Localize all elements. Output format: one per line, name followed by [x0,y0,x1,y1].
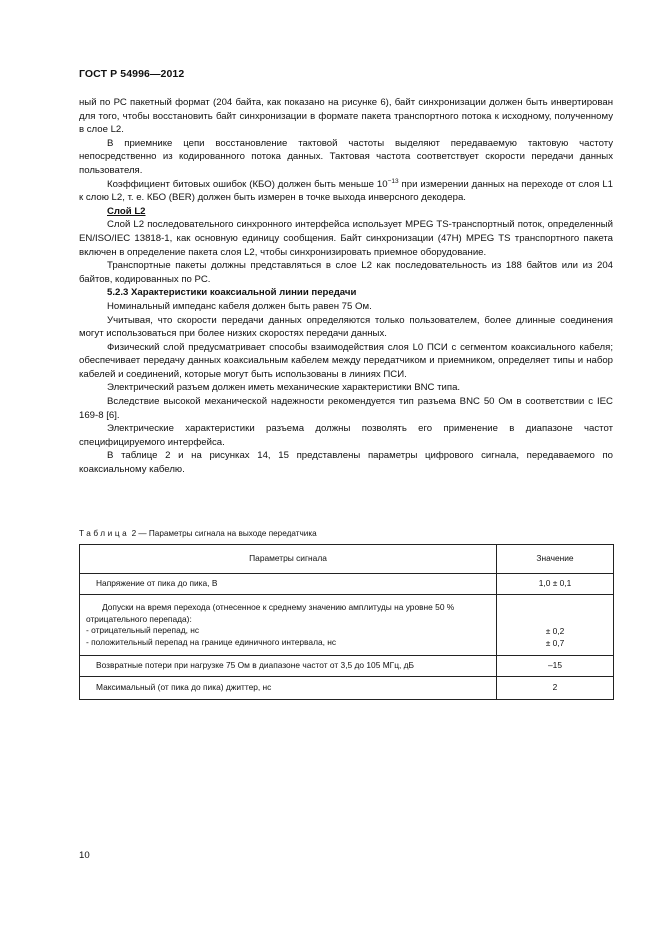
section-heading-5-2-3: 5.2.3 Характеристики коаксиальной линии передачи [107,287,357,299]
document-header: ГОСТ Р 54996—2012 [79,68,185,80]
param-cell: Возвратные потери при нагрузке 75 Ом в диапазоне частот от 3,5 до 105 МГц, дБ [80,656,497,677]
value-positive-edge: ± 0,7 [545,637,565,648]
value-cell: 2 [497,677,614,700]
paragraph-7: Учитывая, что скорости передачи данных определяются только пользователем, более длинные соединения могут использоваться при более низких скоростях передачи данных. [79,314,613,340]
paragraph-4: Слой L2 последовательного синхронного интерфейса использует MPEG TS-транспортный поток, определенный EN/ISO/IEC 13818-1, как основную единицу сообщения. Байт синхронизации (47H) MPEG TS транспортного пакета включен в определение пакета слоя L2, чтобы синхронизировать приемное оборудование. [79,219,613,258]
param-negative-edge: - отрицательный перепад, нс [86,625,200,635]
table-row [80,677,614,700]
table-header-row [80,545,614,574]
table-row [80,656,614,677]
table-caption [79,529,317,538]
paragraph-3-start: Коэффициент битовых ошибок (КБО) должен быть меньше 10 [107,178,388,190]
table-caption-text: 2 — Параметры сигнала на выходе передатчика [129,529,317,538]
param-cell: Напряжение от пика до пика, В [80,574,497,595]
paragraph-8: Физический слой предусматривает способы взаимодействия слоя L0 ПСИ с сегментом коаксиального кабеля; обеспечивает передачу данных коаксиальным кабелем между передатчиком и приемником, определяет типы и набор кабелей и соединений, которые могут быть использованы в линиях ПСИ. [79,341,613,380]
paragraph-12: В таблице 2 и на рисунках 14, 15 представлены параметры цифрового сигнала, передаваемого по коаксиальному кабелю. [79,450,613,476]
value-negative-edge: ± 0,2 [545,626,565,636]
value-cell: 1,0 ± 0,1 [497,574,614,595]
value-cell: –15 [497,656,614,677]
paragraph-10: Вследствие высокой механической надежности рекомендуется тип разъема BNC 50 Ом в соответствии с IEC 169-8 [6]. [79,396,613,421]
signal-parameters-table [79,544,614,700]
page-number: 10 [79,850,90,861]
paragraph-9: Электрический разъем должен иметь механические характеристики BNC типа. [107,382,461,394]
table-row [80,595,614,656]
paragraph-3-end: при измерении данных на переходе от слоя L1 к слою L2, т. е. КБО (BER) должен быть измерен в точке выхода инверсного декодера. [79,178,613,204]
paragraph-3 [79,178,613,205]
param-cell: Максимальный (от пика до пика) джиттер, нс [80,677,497,700]
table-caption-label: Таблица [79,529,130,538]
table-row [80,574,614,595]
value-cell [497,595,614,656]
paragraph-1: ный по РС пакетный формат (204 байта, как показано на рисунке 6), байт синхронизации должен быть инвертирован для того, чтобы восстановить байт синхронизации в формате пакета транспортного потока к исходному, полученному в слое L2. [79,97,613,136]
column-header-value: Значение [497,545,614,574]
param-main: Допуски на время перехода (отнесенное к среднему значению амплитуды на уровне 50 % отрицательного перепада): [86,602,455,624]
body-text [79,96,613,477]
param-positive-edge: - положительный перепад на границе единичного интервала, нс [86,636,337,647]
paragraph-5: Транспортные пакеты должны представляться в слое L2 как последовательность из 188 байтов или из 204 байтов, кодированных по РС. [79,260,613,285]
param-cell [80,595,497,656]
paragraph-2: В приемнике цепи восстановление тактовой частоты выделяют передаваемую тактовую частоту непосредственно из кодированного потока данных. Тактовая частота соответствует скорости передачи данных пользователя. [79,137,613,176]
exponent: −13 [387,177,399,185]
subheading-layer-l2: Слой L2 [107,205,146,217]
column-header-parameter: Параметры сигнала [80,545,497,574]
paragraph-6: Номинальный импеданс кабеля должен быть равен 75 Ом. [107,300,372,312]
paragraph-11: Электрические характеристики разъема должны позволять его применение в диапазоне частот специфицируемого интерфейса. [79,423,613,448]
